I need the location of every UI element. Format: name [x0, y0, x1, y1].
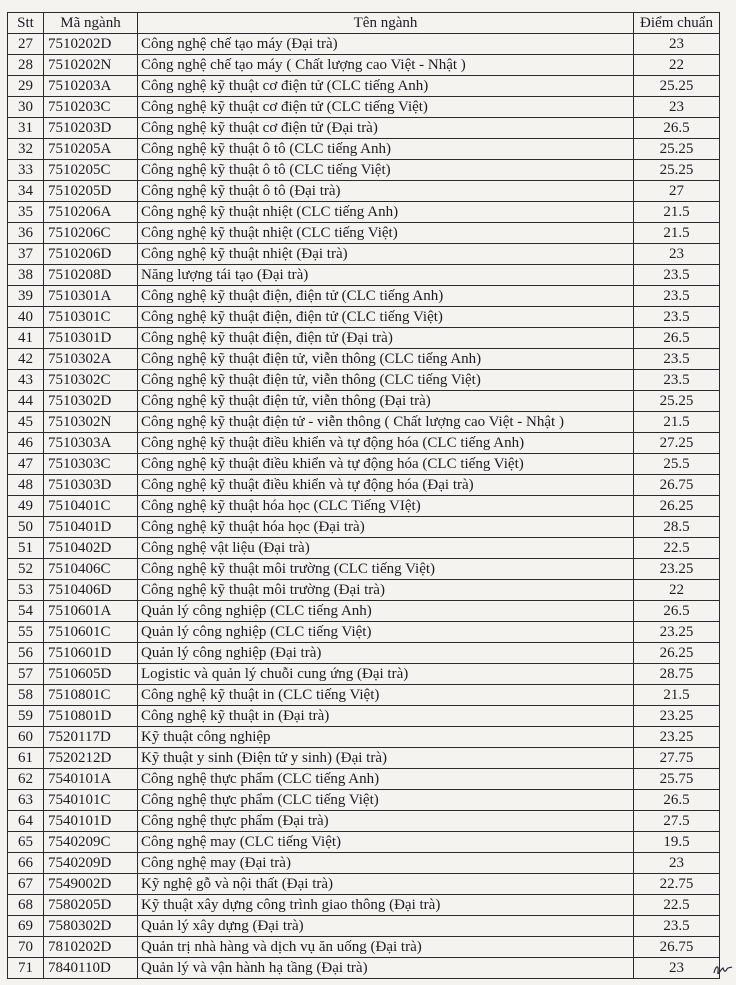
table-row — [8, 97, 720, 118]
row-stt: 32 — [8, 139, 44, 160]
row-stt: 29 — [8, 76, 44, 97]
row-major-name: Công nghệ kỹ thuật môi trường (CLC tiếng Việt) — [138, 559, 634, 580]
row-major-name: Công nghệ may (CLC tiếng Việt) — [138, 832, 634, 853]
row-stt: 71 — [8, 958, 44, 979]
row-cutoff-score: 27.75 — [634, 748, 720, 769]
row-stt: 68 — [8, 895, 44, 916]
row-cutoff-score: 25.5 — [634, 454, 720, 475]
row-major-name: Quản lý xây dựng (Đại trà) — [138, 916, 634, 937]
row-major-name: Quản lý công nghiệp (CLC tiếng Việt) — [138, 622, 634, 643]
row-major-code: 7549002D — [44, 874, 138, 895]
row-stt: 58 — [8, 685, 44, 706]
row-major-code: 7510302A — [44, 349, 138, 370]
row-major-name: Công nghệ kỹ thuật điện tử, viễn thông (Đại trà) — [138, 391, 634, 412]
row-major-name: Kỹ thuật công nghiệp — [138, 727, 634, 748]
row-major-code: 7540209C — [44, 832, 138, 853]
row-major-code: 7510801D — [44, 706, 138, 727]
row-major-code: 7510302N — [44, 412, 138, 433]
row-stt: 48 — [8, 475, 44, 496]
row-major-name: Kỹ nghệ gỗ và nội thất (Đại trà) — [138, 874, 634, 895]
row-stt: 63 — [8, 790, 44, 811]
row-major-name: Công nghệ kỹ thuật cơ điện tử (Đại trà) — [138, 118, 634, 139]
row-major-name: Kỹ thuật y sinh (Điện tử y sinh) (Đại trà) — [138, 748, 634, 769]
row-major-name: Công nghệ kỹ thuật điện, điện tử (CLC tiếng Việt) — [138, 307, 634, 328]
table-row — [8, 874, 720, 895]
row-major-code: 7510202D — [44, 34, 138, 55]
row-major-code: 7510605D — [44, 664, 138, 685]
table-row — [8, 769, 720, 790]
row-major-code: 7520117D — [44, 727, 138, 748]
row-stt: 44 — [8, 391, 44, 412]
row-major-code: 7540101D — [44, 811, 138, 832]
row-stt: 61 — [8, 748, 44, 769]
row-stt: 34 — [8, 181, 44, 202]
row-major-name: Công nghệ vật liệu (Đại trà) — [138, 538, 634, 559]
table-row — [8, 937, 720, 958]
row-major-name: Công nghệ kỹ thuật in (Đại trà) — [138, 706, 634, 727]
row-major-name: Kỹ thuật xây dựng công trình giao thông (Đại trà) — [138, 895, 634, 916]
row-major-code: 7510203C — [44, 97, 138, 118]
row-stt: 52 — [8, 559, 44, 580]
row-stt: 31 — [8, 118, 44, 139]
row-stt: 51 — [8, 538, 44, 559]
row-major-code: 7510206C — [44, 223, 138, 244]
row-cutoff-score: 23 — [634, 958, 720, 979]
row-major-code: 7510401C — [44, 496, 138, 517]
row-stt: 47 — [8, 454, 44, 475]
row-stt: 40 — [8, 307, 44, 328]
row-stt: 56 — [8, 643, 44, 664]
row-stt: 36 — [8, 223, 44, 244]
row-major-name: Công nghệ kỹ thuật ô tô (Đại trà) — [138, 181, 634, 202]
row-major-code: 7510202N — [44, 55, 138, 76]
row-cutoff-score: 23.5 — [634, 916, 720, 937]
row-stt: 60 — [8, 727, 44, 748]
table-row — [8, 433, 720, 454]
table-row — [8, 223, 720, 244]
row-major-code: 7510303D — [44, 475, 138, 496]
table-row — [8, 244, 720, 265]
row-major-code: 7510302C — [44, 370, 138, 391]
row-stt: 35 — [8, 202, 44, 223]
row-major-name: Công nghệ kỹ thuật nhiệt (Đại trà) — [138, 244, 634, 265]
header-stt: Stt — [8, 13, 44, 34]
table-row — [8, 160, 720, 181]
row-cutoff-score: 19.5 — [634, 832, 720, 853]
row-major-code: 7510205A — [44, 139, 138, 160]
admission-scores-table — [7, 12, 720, 979]
row-cutoff-score: 23 — [634, 853, 720, 874]
table-row — [8, 34, 720, 55]
row-major-code: 7510303A — [44, 433, 138, 454]
row-major-name: Công nghệ thực phẩm (Đại trà) — [138, 811, 634, 832]
row-stt: 54 — [8, 601, 44, 622]
row-major-code: 7510206D — [44, 244, 138, 265]
row-cutoff-score: 23.5 — [634, 349, 720, 370]
row-stt: 66 — [8, 853, 44, 874]
row-major-code: 7510601C — [44, 622, 138, 643]
row-major-name: Công nghệ kỹ thuật điện, điện tử (Đại trà) — [138, 328, 634, 349]
row-stt: 69 — [8, 916, 44, 937]
row-major-name: Quản lý và vận hành hạ tầng (Đại trà) — [138, 958, 634, 979]
row-stt: 57 — [8, 664, 44, 685]
row-stt: 59 — [8, 706, 44, 727]
header-major-name: Tên ngành — [138, 13, 634, 34]
row-cutoff-score: 26.75 — [634, 475, 720, 496]
row-stt: 53 — [8, 580, 44, 601]
table-row — [8, 790, 720, 811]
row-major-code: 7510205D — [44, 181, 138, 202]
row-major-name: Công nghệ kỹ thuật hóa học (Đại trà) — [138, 517, 634, 538]
row-stt: 65 — [8, 832, 44, 853]
row-stt: 30 — [8, 97, 44, 118]
row-cutoff-score: 23.5 — [634, 307, 720, 328]
row-major-code: 7540209D — [44, 853, 138, 874]
table-header-row — [8, 13, 720, 34]
row-major-name: Công nghệ kỹ thuật điều khiển và tự động hóa (CLC tiếng Việt) — [138, 454, 634, 475]
row-cutoff-score: 22 — [634, 55, 720, 76]
table-row — [8, 706, 720, 727]
row-cutoff-score: 21.5 — [634, 685, 720, 706]
row-cutoff-score: 25.25 — [634, 76, 720, 97]
row-major-code: 7510206A — [44, 202, 138, 223]
row-cutoff-score: 23.25 — [634, 727, 720, 748]
row-cutoff-score: 26.25 — [634, 643, 720, 664]
row-major-code: 7580302D — [44, 916, 138, 937]
table-row — [8, 580, 720, 601]
row-major-name: Công nghệ kỹ thuật điện tử, viễn thông (CLC tiếng Việt) — [138, 370, 634, 391]
row-major-name: Logistic và quản lý chuỗi cung ứng (Đại trà) — [138, 664, 634, 685]
table-row — [8, 391, 720, 412]
row-stt: 43 — [8, 370, 44, 391]
table-row — [8, 832, 720, 853]
row-stt: 38 — [8, 265, 44, 286]
row-major-name: Công nghệ kỹ thuật cơ điện tử (CLC tiếng Anh) — [138, 76, 634, 97]
row-cutoff-score: 21.5 — [634, 202, 720, 223]
row-stt: 62 — [8, 769, 44, 790]
table-row — [8, 601, 720, 622]
row-major-code: 7510302D — [44, 391, 138, 412]
row-cutoff-score: 22 — [634, 580, 720, 601]
row-major-name: Quản lý công nghiệp (CLC tiếng Anh) — [138, 601, 634, 622]
row-major-name: Năng lượng tái tạo (Đại trà) — [138, 265, 634, 286]
row-stt: 49 — [8, 496, 44, 517]
row-cutoff-score: 25.25 — [634, 160, 720, 181]
table-row — [8, 202, 720, 223]
row-cutoff-score: 23.25 — [634, 622, 720, 643]
row-stt: 28 — [8, 55, 44, 76]
row-major-code: 7540101C — [44, 790, 138, 811]
row-major-code: 7510301D — [44, 328, 138, 349]
table-row — [8, 370, 720, 391]
row-cutoff-score: 22.75 — [634, 874, 720, 895]
table-row — [8, 265, 720, 286]
table-row — [8, 853, 720, 874]
row-major-name: Quản lý công nghiệp (Đại trà) — [138, 643, 634, 664]
row-major-code: 7510205C — [44, 160, 138, 181]
row-major-name: Quản trị nhà hàng và dịch vụ ăn uống (Đại trà) — [138, 937, 634, 958]
row-major-code: 7540101A — [44, 769, 138, 790]
row-major-code: 7840110D — [44, 958, 138, 979]
row-cutoff-score: 23 — [634, 97, 720, 118]
row-major-name: Công nghệ kỹ thuật hóa học (CLC Tiếng VIệt) — [138, 496, 634, 517]
row-cutoff-score: 21.5 — [634, 412, 720, 433]
row-major-code: 7510203A — [44, 76, 138, 97]
row-major-name: Công nghệ kỹ thuật ô tô (CLC tiếng Anh) — [138, 139, 634, 160]
row-cutoff-score: 22.5 — [634, 895, 720, 916]
table-row — [8, 916, 720, 937]
row-major-code: 7510601A — [44, 601, 138, 622]
row-stt: 41 — [8, 328, 44, 349]
row-cutoff-score: 25.75 — [634, 769, 720, 790]
row-major-code: 7510401D — [44, 517, 138, 538]
row-major-name: Công nghệ kỹ thuật điện, điện tử (CLC tiếng Anh) — [138, 286, 634, 307]
row-stt: 64 — [8, 811, 44, 832]
row-major-name: Công nghệ kỹ thuật điều khiển và tự động hóa (CLC tiếng Anh) — [138, 433, 634, 454]
table-row — [8, 349, 720, 370]
row-cutoff-score: 25.25 — [634, 391, 720, 412]
row-cutoff-score: 28.5 — [634, 517, 720, 538]
row-major-code: 7810202D — [44, 937, 138, 958]
row-major-code: 7510601D — [44, 643, 138, 664]
row-stt: 37 — [8, 244, 44, 265]
row-cutoff-score: 21.5 — [634, 223, 720, 244]
table-row — [8, 664, 720, 685]
row-major-name: Công nghệ may (Đại trà) — [138, 853, 634, 874]
table-row — [8, 118, 720, 139]
row-stt: 50 — [8, 517, 44, 538]
row-stt: 42 — [8, 349, 44, 370]
row-cutoff-score: 23 — [634, 244, 720, 265]
table-row — [8, 76, 720, 97]
row-cutoff-score: 23.5 — [634, 286, 720, 307]
row-cutoff-score: 26.25 — [634, 496, 720, 517]
row-cutoff-score: 23.5 — [634, 370, 720, 391]
row-major-name: Công nghệ kỹ thuật môi trường (Đại trà) — [138, 580, 634, 601]
row-stt: 55 — [8, 622, 44, 643]
table-row — [8, 181, 720, 202]
row-major-code: 7520212D — [44, 748, 138, 769]
row-major-name: Công nghệ kỹ thuật nhiệt (CLC tiếng Anh) — [138, 202, 634, 223]
table-row — [8, 811, 720, 832]
row-major-name: Công nghệ kỹ thuật nhiệt (CLC tiếng Việt) — [138, 223, 634, 244]
header-major-code: Mã ngành — [44, 13, 138, 34]
row-major-code: 7510301C — [44, 307, 138, 328]
row-major-code: 7510801C — [44, 685, 138, 706]
row-major-name: Công nghệ kỹ thuật cơ điện tử (CLC tiếng Việt) — [138, 97, 634, 118]
row-major-code: 7580205D — [44, 895, 138, 916]
table-row — [8, 727, 720, 748]
table-row — [8, 958, 720, 979]
row-cutoff-score: 26.75 — [634, 937, 720, 958]
row-major-name: Công nghệ chế tạo máy (Đại trà) — [138, 34, 634, 55]
row-cutoff-score: 27.25 — [634, 433, 720, 454]
table-row — [8, 895, 720, 916]
row-stt: 67 — [8, 874, 44, 895]
table-row — [8, 307, 720, 328]
row-stt: 45 — [8, 412, 44, 433]
table-row — [8, 496, 720, 517]
row-major-code: 7510303C — [44, 454, 138, 475]
row-stt: 70 — [8, 937, 44, 958]
table-row — [8, 643, 720, 664]
row-major-code: 7510208D — [44, 265, 138, 286]
signature-icon — [712, 959, 734, 979]
row-cutoff-score: 23.25 — [634, 559, 720, 580]
row-cutoff-score: 27 — [634, 181, 720, 202]
row-major-code: 7510301A — [44, 286, 138, 307]
table-row — [8, 622, 720, 643]
row-cutoff-score: 23.25 — [634, 706, 720, 727]
row-major-code: 7510406D — [44, 580, 138, 601]
header-cutoff-score: Điểm chuẩn — [634, 13, 720, 34]
row-major-code: 7510402D — [44, 538, 138, 559]
row-major-name: Công nghệ kỹ thuật điện tử, viễn thông (CLC tiếng Anh) — [138, 349, 634, 370]
table-row — [8, 538, 720, 559]
row-major-name: Công nghệ chế tạo máy ( Chất lượng cao Việt - Nhật ) — [138, 55, 634, 76]
row-cutoff-score: 23 — [634, 34, 720, 55]
table-row — [8, 475, 720, 496]
row-cutoff-score: 25.25 — [634, 139, 720, 160]
table-row — [8, 559, 720, 580]
row-stt: 27 — [8, 34, 44, 55]
row-major-code: 7510406C — [44, 559, 138, 580]
document-page — [7, 12, 720, 979]
row-major-name: Công nghệ kỹ thuật điện tử - viễn thông ( Chất lượng cao Việt - Nhật ) — [138, 412, 634, 433]
table-body — [8, 34, 720, 979]
row-stt: 33 — [8, 160, 44, 181]
row-major-name: Công nghệ kỹ thuật điều khiển và tự động hóa (Đại trà) — [138, 475, 634, 496]
row-cutoff-score: 27.5 — [634, 811, 720, 832]
row-major-name: Công nghệ thực phẩm (CLC tiếng Việt) — [138, 790, 634, 811]
table-row — [8, 454, 720, 475]
row-cutoff-score: 28.75 — [634, 664, 720, 685]
row-cutoff-score: 26.5 — [634, 601, 720, 622]
table-row — [8, 685, 720, 706]
row-cutoff-score: 26.5 — [634, 790, 720, 811]
table-row — [8, 412, 720, 433]
table-row — [8, 286, 720, 307]
table-row — [8, 139, 720, 160]
table-row — [8, 55, 720, 76]
table-row — [8, 748, 720, 769]
row-major-name: Công nghệ kỹ thuật in (CLC tiếng Việt) — [138, 685, 634, 706]
table-row — [8, 328, 720, 349]
row-stt: 46 — [8, 433, 44, 454]
row-cutoff-score: 22.5 — [634, 538, 720, 559]
row-cutoff-score: 26.5 — [634, 328, 720, 349]
table-row — [8, 517, 720, 538]
row-major-name: Công nghệ kỹ thuật ô tô (CLC tiếng Việt) — [138, 160, 634, 181]
row-stt: 39 — [8, 286, 44, 307]
row-cutoff-score: 23.5 — [634, 265, 720, 286]
row-major-name: Công nghệ thực phẩm (CLC tiếng Anh) — [138, 769, 634, 790]
row-cutoff-score: 26.5 — [634, 118, 720, 139]
row-major-code: 7510203D — [44, 118, 138, 139]
